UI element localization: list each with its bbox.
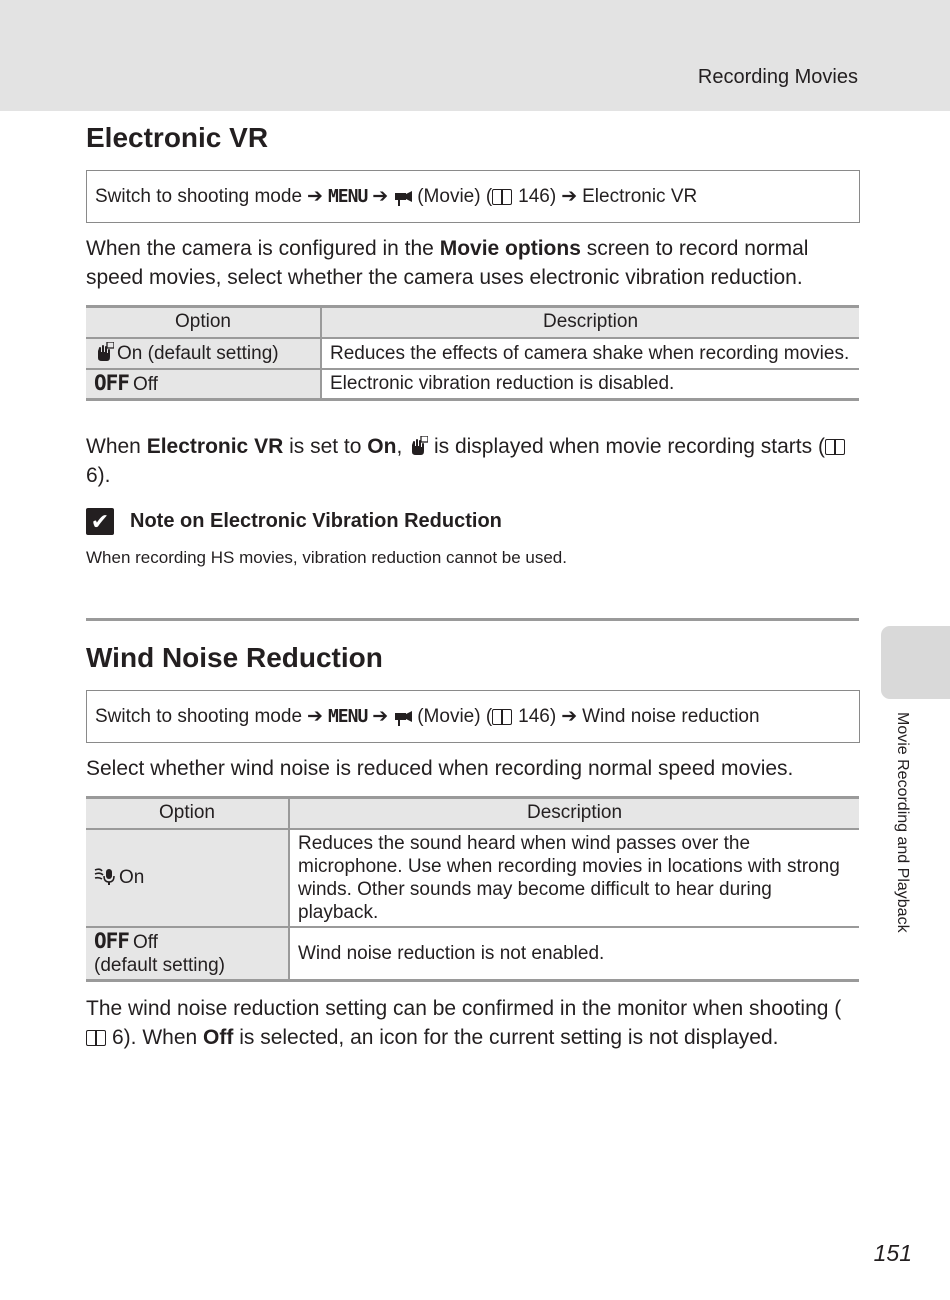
heading-electronic-vr: Electronic VR [86,122,269,153]
option-cell [86,927,289,981]
off-icon: OFF [94,370,129,395]
path-page-ref: 146) [518,185,557,207]
bold-text: Off [203,1026,234,1049]
table-row [86,369,859,400]
intro-electronic-vr [86,234,866,292]
description-cell: Wind noise reduction is not enabled. [289,927,859,981]
path-page-ref: 146) [518,705,557,727]
menu-path-wind-noise [86,690,860,743]
path-target: Electronic VR [582,185,698,207]
table-row [86,829,859,927]
option-label: Off [132,931,158,953]
option-label: Off [132,373,158,395]
bold-text: Electronic VR [146,435,284,458]
path-movie-label: (Movie) ( [417,705,493,727]
reference-book-icon [825,439,845,455]
path-lead: Switch to shooting mode [95,185,303,207]
description-cell: Reduces the sound heard when wind passes over the microphone. Use when recording movies in locations with strong winds. Other sounds may become difficult to hear during playback. [289,829,859,927]
option-sublabel: (default setting) [94,954,225,976]
option-cell [86,829,289,927]
col-option: Option [86,798,289,829]
electronic-vr-table [86,305,859,401]
table-row [86,338,859,369]
vr-hand-icon [94,342,114,362]
wind-mic-icon [94,866,116,886]
table-row [86,927,859,981]
arrow-icon: ➔ [307,706,323,727]
option-label: On (default setting) [117,342,279,364]
text: The wind noise reduction setting can be confirmed in the monitor when shooting ( [86,997,842,1020]
path-target: Wind noise reduction [582,705,760,727]
intro-bold: Movie options [439,237,581,260]
intro-wind-noise: Select whether wind noise is reduced when recording normal speed movies. [86,757,794,780]
bold-text: On [367,435,397,458]
heading-wind-noise-reduction: Wind Noise Reduction [86,642,383,673]
note-title: Note on Electronic Vibration Reduction [130,510,502,532]
text: , [396,435,409,458]
description-cell: Electronic vibration reduction is disabled. [321,369,859,400]
movie-camera-icon [393,708,413,726]
col-option: Option [86,307,321,338]
page-ref: 6). When [112,1026,204,1049]
arrow-icon: ➔ [372,706,389,727]
arrow-icon: ➔ [561,186,578,207]
wind-noise-table [86,796,859,982]
off-icon: OFF [94,928,129,953]
chapter-tab-label: Movie Recording and Playback [894,712,911,933]
page-ref: 6). [86,464,111,487]
path-movie-label: (Movie) ( [417,185,493,207]
option-cell [86,338,321,369]
intro-text: screen to record normal speed movies, select whether the camera uses electronic vibration reduction. [86,237,809,289]
menu-button-label: MENU [327,186,368,207]
arrow-icon: ➔ [561,706,578,727]
header-band [0,0,950,111]
menu-button-label: MENU [327,706,368,727]
col-description: Description [289,798,859,829]
intro-text: When the camera is configured in the [86,237,440,260]
wind-noise-monitor-text [86,994,866,1052]
description-cell: Reduces the effects of camera shake when recording movies. [321,338,859,369]
reference-book-icon [492,709,512,725]
chapter-tab[interactable] [881,626,950,699]
reference-book-icon [492,189,512,205]
note-heading [86,508,502,535]
vr-hand-icon [408,436,428,456]
option-cell [86,369,321,400]
check-icon: ✔ [86,508,114,535]
section-title: Recording Movies [697,66,858,88]
col-description: Description [321,307,859,338]
note-body: When recording HS movies, vibration reduction cannot be used. [86,548,567,567]
arrow-icon: ➔ [307,186,323,207]
option-label: On [119,867,145,888]
arrow-icon: ➔ [372,186,389,207]
text: is set to [283,435,368,458]
reference-book-icon [86,1030,106,1046]
electronic-vr-status-text [86,432,866,490]
section-divider [86,618,859,621]
text: is selected, an icon for the current setting is not displayed. [233,1026,779,1049]
text: When [86,435,147,458]
page-number: 151 [873,1240,912,1266]
movie-camera-icon [393,188,413,206]
path-lead: Switch to shooting mode [95,705,303,727]
text: is displayed when movie recording starts ( [428,435,825,458]
menu-path-electronic-vr [86,170,860,223]
